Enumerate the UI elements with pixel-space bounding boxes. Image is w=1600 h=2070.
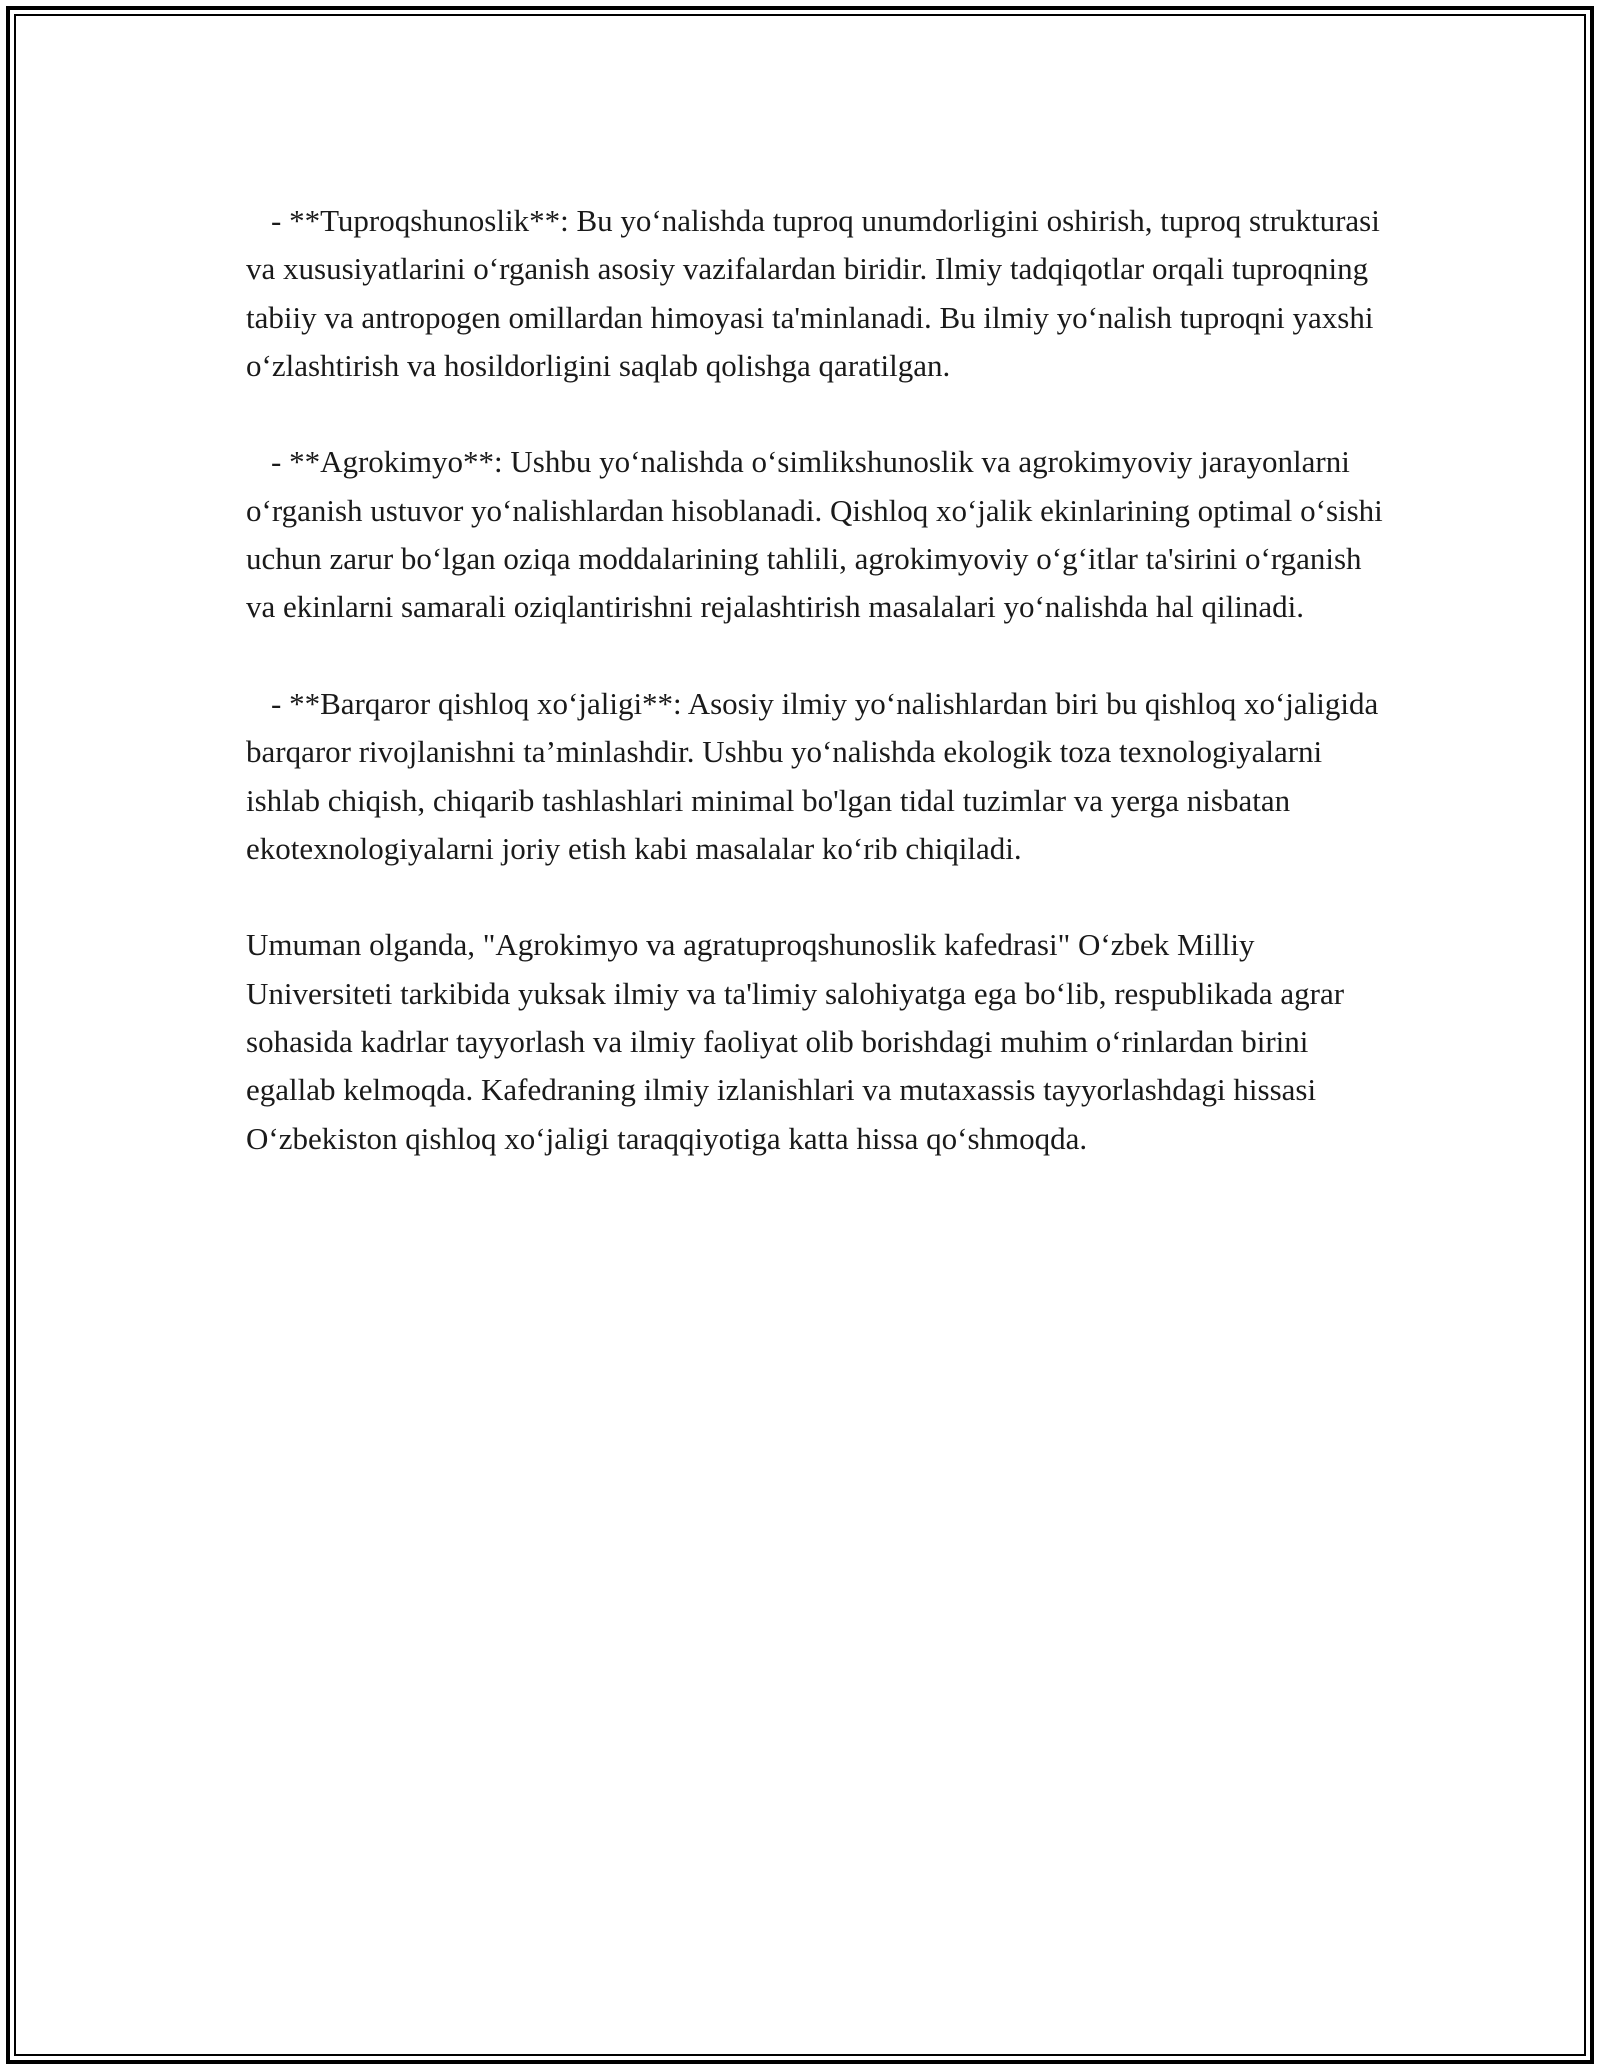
paragraph-barqaror-qishloq-xojaligi: - **Barqaror qishloq xo‘jaligi**: Asosiy ilmiy yo‘nalishlardan biri bu qishloq xo‘jaligida barqaror rivojlanishni ta’minlashdir. Ushbu yo‘nalishda ekologik toza texnologiyalarni ishlab chiqish, chiqarib tashlashlari minimal bo'lgan tidal tuzimlar va yerga nisbatan ekotexnologiyalarni joriy etish kabi masalalar ko‘rib chiqiladi. (246, 685, 1387, 866)
document-body (246, 197, 1396, 1211)
paragraph-tuproqshunoslik: - **Tuproqshunoslik**: Bu yo‘nalishda tuproq unumdorligini oshirish, tuproq strukturasi va xususiyatlarini o‘rganish asosiy vazifalardan biridir. Ilmiy tadqiqotlar orqali tuproqning tabiiy va antropogen omillardan himoyasi ta'minlanadi. Bu ilmiy yo‘nalish tuproqni yaxshi o‘zlashtirish va hosildorligini saqlab qolishga qaratilgan. (246, 203, 1388, 383)
paragraph-conclusion: Umuman olganda, "Agrokimyo va agratuproqshunoslik kafedrasi" O‘zbek Milliy Universiteti tarkibida yuksak ilmiy va ta'limiy salohiyatga ega bo‘lib, respublikada agrar sohasida kadrlar tayyorlash va ilmiy faoliyat olib borishdagi muhim o‘rinlardan birini egallab kelmoqda. Kafedraning ilmiy izlanishlari va mutaxassis tayyorlashdagi hissasi O‘zbekiston qishloq xo‘jaligi taraqqiyotiga katta hissa qo‘shmoqda. (246, 927, 1352, 1156)
paragraph-agrokimyo: - **Agrokimyo**: Ushbu yo‘nalishda o‘simlikshunoslik va agrokimyoviy jarayonlarni o‘rganish ustuvor yo‘nalishlardan hisoblanadi. Qishloq xo‘jalik ekinlarining optimal o‘sishi uchun zarur bo‘lgan oziqa moddalarining tahlili, agrokimyoviy o‘g‘itlar ta'sirini o‘rganish va ekinlarni samarali oziqlantirishni rejalashtirish masalalari yo‘nalishda hal qilinadi. (246, 444, 1391, 625)
page-frame (6, 6, 1594, 2064)
